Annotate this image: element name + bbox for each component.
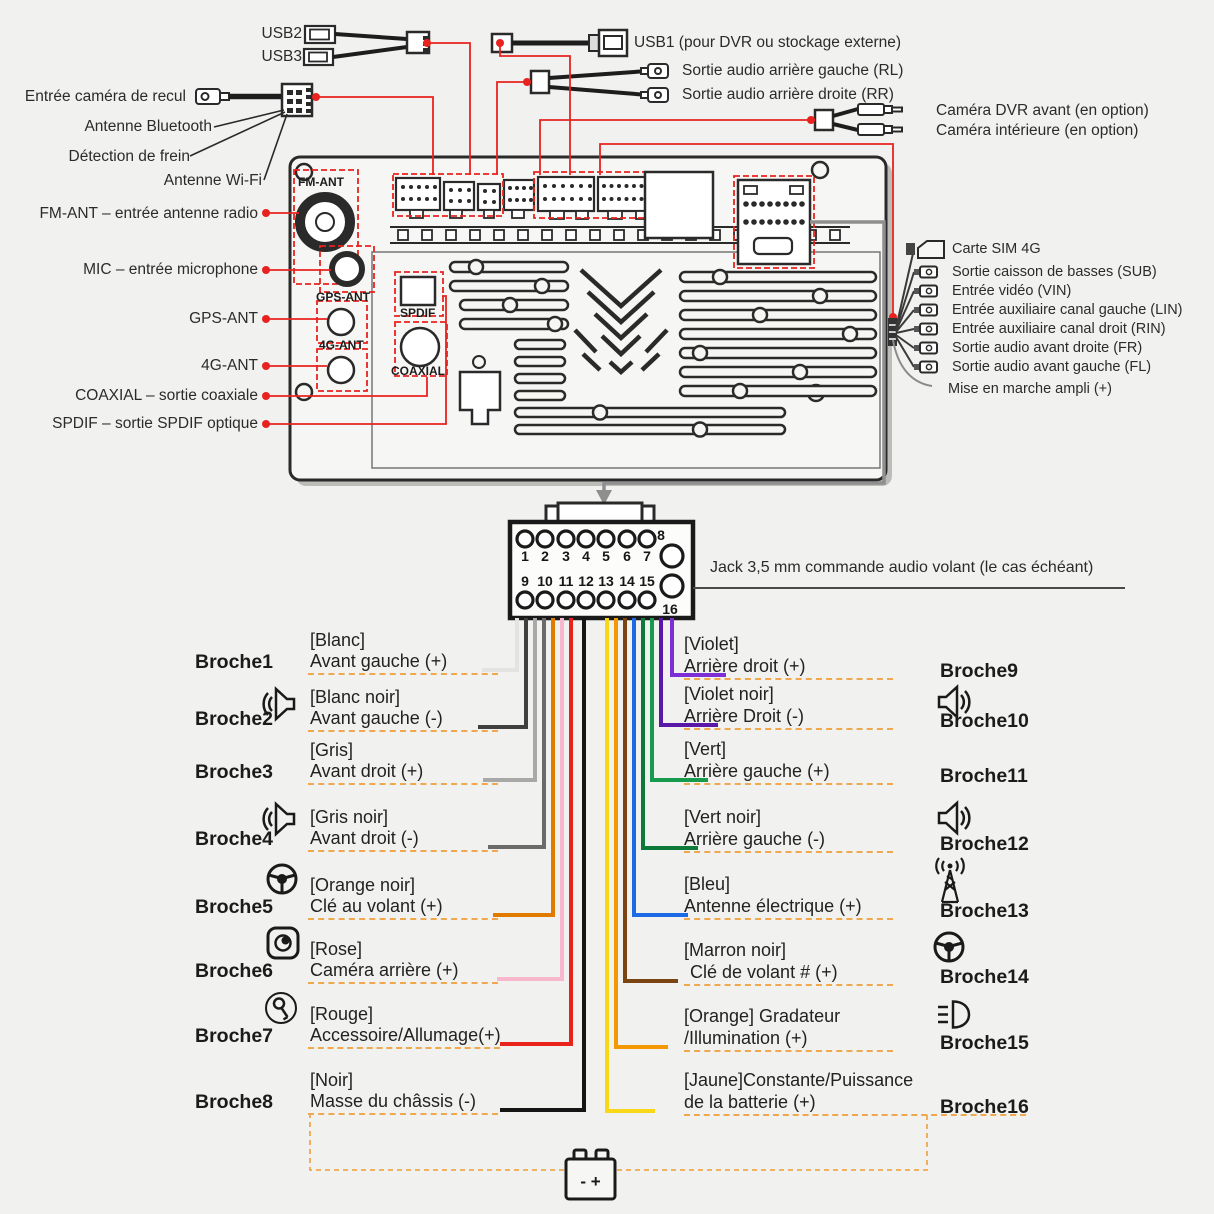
broche10-color: [Violet noir] <box>684 684 774 704</box>
audio-rl-label: Sortie audio arrière gauche (RL) <box>682 62 904 79</box>
broche9-color: [Violet] <box>684 634 739 654</box>
svg-text:9: 9 <box>521 573 529 589</box>
usb2-usb3-cable <box>304 26 429 65</box>
broche1-color: [Blanc] <box>310 630 366 650</box>
steering-wheel-icon <box>935 933 963 961</box>
device-fm-label: FM-ANT <box>298 175 344 189</box>
broche5-desc: Clé au volant (+) <box>310 896 443 916</box>
svg-text:13: 13 <box>598 573 614 589</box>
broche7-color: [Rouge] <box>310 1004 374 1024</box>
broche15-underline <box>684 1050 893 1052</box>
svg-text:6: 6 <box>623 548 631 564</box>
broche16-name: Broche16 <box>940 1096 1029 1118</box>
broche1-underline <box>308 673 498 675</box>
broche8-name: Broche8 <box>195 1091 274 1113</box>
broche11-underline <box>684 783 893 785</box>
broche16-desc: de la batterie (+) <box>684 1092 816 1112</box>
broche10-desc: Arrière Droit (-) <box>684 706 804 726</box>
broche14-color: [Marron noir] <box>684 940 787 960</box>
broche12-name: Broche12 <box>940 833 1029 855</box>
audio-rr-label: Sortie audio arrière droite (RR) <box>682 86 894 103</box>
broche14-name: Broche14 <box>940 966 1029 988</box>
jack-note: Jack 3,5 mm commande audio volant (le cas échéant) <box>710 559 1094 576</box>
rca-jack-icon <box>196 89 229 104</box>
4g-ant-label: 4G-ANT <box>201 357 258 374</box>
speaker-icon <box>939 803 969 833</box>
illumination-icon <box>938 1002 969 1028</box>
vin-label: Entrée vidéo (VIN) <box>952 283 1072 299</box>
broche7-name: Broche7 <box>195 1025 274 1047</box>
mic-label: MIC – entrée microphone <box>83 261 258 278</box>
broche12-underline <box>684 851 893 853</box>
svg-text:10: 10 <box>537 573 553 589</box>
broche3-name: Broche3 <box>195 761 274 783</box>
broche4-desc: Avant droit (-) <box>310 828 419 848</box>
device-spdif-label: SPDIF <box>400 306 436 320</box>
antenna-icon <box>936 858 964 902</box>
broche13-desc: Antenne électrique (+) <box>684 896 862 916</box>
bluetooth-label: Antenne Bluetooth <box>84 118 212 135</box>
coaxial-label: COAXIAL – sortie coaxiale <box>75 387 258 404</box>
broche6-name: Broche6 <box>195 960 274 982</box>
broche16-underline <box>684 1114 1026 1116</box>
sim-label: Carte SIM 4G <box>952 241 1041 257</box>
broche1-name: Broche1 <box>195 651 274 673</box>
svg-text:7: 7 <box>643 548 651 564</box>
svg-text:14: 14 <box>619 573 635 589</box>
broche2-name: Broche2 <box>195 708 274 730</box>
broche5-underline <box>308 918 498 920</box>
broche4-name: Broche4 <box>195 828 274 850</box>
broche2-color: [Blanc noir] <box>310 687 401 707</box>
broche11-name: Broche11 <box>940 765 1028 787</box>
device-gps-label: GPS-ANT <box>316 290 370 304</box>
broche5-name: Broche5 <box>195 896 274 918</box>
broche13-name: Broche13 <box>940 900 1029 922</box>
broche14-desc: Clé de volant # (+) <box>690 962 838 982</box>
spdif-label: SPDIF – sortie SPDIF optique <box>52 415 258 432</box>
svg-text:1: 1 <box>521 548 529 564</box>
broche7-underline <box>308 1047 500 1049</box>
broche13-color: [Bleu] <box>684 874 731 894</box>
dvr-front-label: Caméra DVR avant (en option) <box>936 102 1149 119</box>
head-unit <box>290 157 892 486</box>
device-4g-label: 4G-ANT <box>319 338 364 352</box>
broche2-desc: Avant gauche (-) <box>310 708 443 728</box>
amp-label: Mise en marche ampli (+) <box>948 381 1112 397</box>
dvr-inner-label: Caméra intérieure (en option) <box>936 122 1139 139</box>
svg-text:5: 5 <box>602 548 610 564</box>
power-receptacle <box>734 176 814 268</box>
broche11-color: [Vert] <box>684 739 727 759</box>
broche4-underline <box>308 850 498 852</box>
svg-text:4: 4 <box>582 548 590 564</box>
broche3-color: [Gris] <box>310 740 353 760</box>
broche16-color: [Jaune]Constante/Puissance <box>684 1070 914 1090</box>
dvr-camera-cable <box>815 104 902 135</box>
fr-label: Sortie audio avant droite (FR) <box>952 340 1143 356</box>
sub-label: Sortie caisson de basses (SUB) <box>952 264 1157 280</box>
jack-35-icon <box>858 104 902 135</box>
broche3-desc: Avant droit (+) <box>310 761 424 781</box>
svg-text:15: 15 <box>639 573 655 589</box>
iso-connector <box>510 503 693 618</box>
broche6-desc: Caméra arrière (+) <box>310 960 459 980</box>
broche10-name: Broche10 <box>940 710 1029 732</box>
fl-label: Sortie audio avant gauche (FL) <box>952 359 1152 375</box>
usb1-cable <box>492 30 627 56</box>
svg-text:16: 16 <box>662 601 678 617</box>
broche7-desc: Accessoire/Allumage(+) <box>310 1025 501 1045</box>
svg-text:2: 2 <box>541 548 549 564</box>
svg-text:3: 3 <box>562 548 570 564</box>
broche12-color: [Vert noir] <box>684 807 762 827</box>
broche15-name: Broche15 <box>940 1032 1029 1054</box>
wifi-label: Antenne Wi-Fi <box>163 172 262 189</box>
rca-jack-icon <box>641 64 668 102</box>
broche1-desc: Avant gauche (+) <box>310 651 448 671</box>
broche8-underline <box>308 1113 498 1115</box>
broche14-underline <box>684 984 893 986</box>
broche5-color: [Orange noir] <box>310 875 416 895</box>
broche8-desc: Masse du châssis (-) <box>310 1091 477 1111</box>
usb1-label: USB1 (pour DVR ou stockage externe) <box>634 34 902 51</box>
broche11-des: Arrière gauche (+) <box>684 761 830 781</box>
av-harness <box>888 241 944 386</box>
svg-text:- +: - + <box>580 1172 601 1191</box>
broche3-underline <box>308 783 498 785</box>
brake-label: Détection de frein <box>68 148 190 165</box>
lin-label: Entrée auxiliaire canal gauche (LIN) <box>952 302 1183 318</box>
ignition-key-icon <box>266 993 296 1023</box>
svg-text:11: 11 <box>558 573 574 589</box>
broche15-color: [Orange] Gradateur <box>684 1006 841 1026</box>
broche15-desc: /Illumination (+) <box>684 1028 808 1048</box>
broche2-underline <box>308 730 498 732</box>
display-connector <box>645 172 713 238</box>
usb3-label: USB3 <box>261 48 302 65</box>
device-coaxial-label: COAXIAL <box>391 364 445 378</box>
broche9-desc: Arrière droit (+) <box>684 656 806 676</box>
broche6-color: [Rose] <box>310 939 363 959</box>
steering-wheel-icon <box>268 865 296 893</box>
broche4-color: [Gris noir] <box>310 807 389 827</box>
battery-icon <box>566 1150 615 1199</box>
rear-audio-cable <box>531 64 668 102</box>
rca-jack-icons <box>914 267 937 373</box>
broche9-underline <box>684 678 893 680</box>
broche8-color: [Noir] <box>310 1070 354 1090</box>
usb2-label: USB2 <box>261 25 302 42</box>
broche9-name: Broche9 <box>940 660 1019 682</box>
broche13-underline <box>684 918 893 920</box>
fm-ant-label: FM-ANT – entrée antenne radio <box>39 205 258 222</box>
svg-text:12: 12 <box>578 573 594 589</box>
svg-text:8: 8 <box>657 527 665 543</box>
rear-camera-label: Entrée caméra de recul <box>24 88 186 105</box>
gps-ant-label: GPS-ANT <box>189 310 258 327</box>
camera-icon <box>268 928 298 958</box>
wire-broche1 <box>482 618 517 670</box>
battery-links <box>310 1113 927 1170</box>
broche10-underline <box>684 728 893 730</box>
broche12-desc: Arrière gauche (-) <box>684 829 826 849</box>
rin-label: Entrée auxiliaire canal droit (RIN) <box>952 321 1166 337</box>
broche6-underline <box>308 982 498 984</box>
